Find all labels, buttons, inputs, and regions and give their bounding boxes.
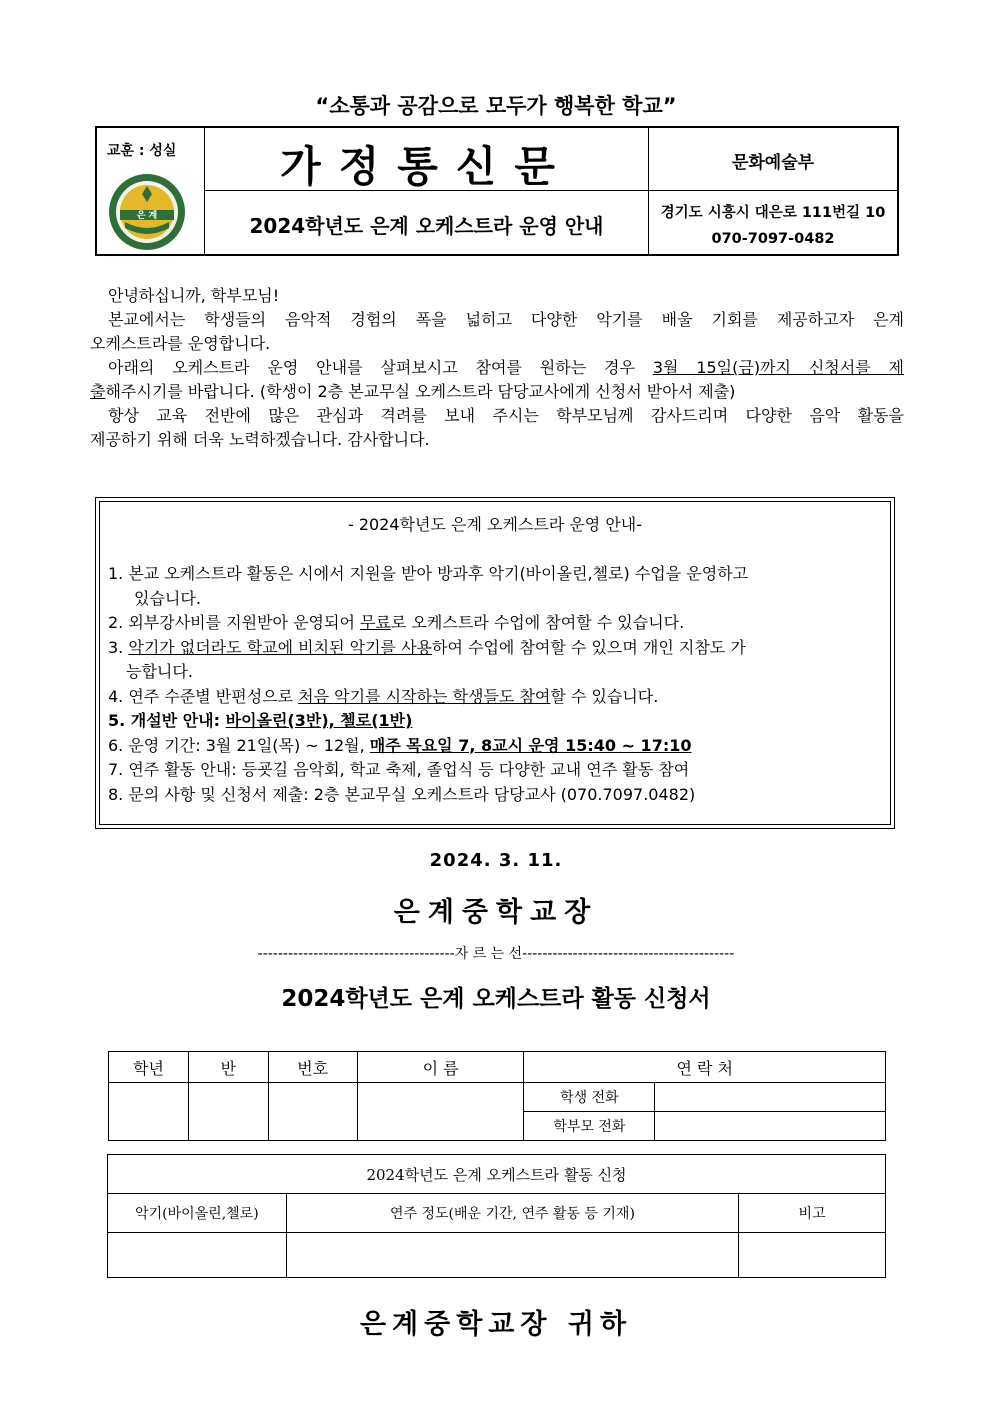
activity-application-table: [107, 1154, 886, 1278]
letter-deadline-underline-2: 출: [90, 382, 106, 401]
school-contact: [649, 200, 897, 252]
col-grade: 학년: [109, 1052, 189, 1083]
info-item-4: [108, 685, 882, 710]
letter-paragraph-3-cont: 제공하기 위해 더욱 노력하겠습니다. 감사합니다.: [90, 430, 430, 449]
info-item-4-text-2: 할 수 있습니다.: [550, 686, 659, 706]
class-field[interactable]: [188, 1083, 268, 1141]
table-row: [108, 1233, 886, 1278]
school-phone: 070-7097-0482: [711, 231, 835, 247]
letter-paragraph-1-cont: 오케스트라를 운영합니다.: [90, 334, 271, 353]
school-motto-banner: “소통과 공감으로 모두가 행복한 학교”: [315, 94, 677, 118]
header-divider: [205, 190, 648, 191]
info-list: [108, 562, 882, 807]
cut-label: 자 르 는 선: [454, 946, 523, 962]
col-class: 반: [188, 1052, 268, 1083]
header-center-cell: [205, 128, 649, 254]
info-item-2-text: 2. 외부강사비를 지원받아 운영되어: [108, 613, 360, 632]
info-item-2-text-2: 로 오케스트라 수업에 참여할 수 있습니다.: [390, 613, 685, 632]
info-item-2: [108, 611, 882, 636]
letter-paragraph-1: 본교에서는 학생들의 음악적 경험의 폭을 넓히고 다양한 악기를 배울 기회를 제공하고자 은계: [108, 310, 904, 329]
activity-section-title: 2024학년도 은계 오케스트라 활동 신청: [108, 1155, 886, 1194]
school-address: 경기도 시흥시 대은로 111번길 10: [660, 205, 886, 221]
col-contact: 연 락 처: [524, 1052, 886, 1083]
info-item-7: 7. 연주 활동 안내: 등굣길 음악회, 학교 축제, 졸업식 등 다양한 교내 연주 활동 참여: [108, 760, 690, 779]
info-free-underline: 무료: [360, 613, 391, 632]
orchestra-info-box: [95, 497, 895, 829]
application-title: 2024학년도 은계 오케스트라 활동 신청서: [281, 986, 711, 1012]
letter-paragraph-2: [90, 356, 904, 380]
newsletter-subtitle: 2024학년도 은계 오케스트라 운영 안내: [249, 214, 604, 238]
info-item-1-cont: 있습니다.: [134, 588, 201, 608]
name-field[interactable]: [357, 1083, 524, 1141]
info-item-3-num: 3.: [108, 637, 129, 657]
info-item-1: 1. 본교 오케스트라 활동은 시에서 지원을 받아 방과후 악기(바이올린,첼로) 수업을 운영하고: [108, 564, 749, 583]
table-row: [109, 1083, 886, 1112]
info-item-6-text: 6. 운영 기간: 3월 21일(목) ~ 12월,: [108, 735, 370, 755]
letter-greeting: 안녕하십니까, 학부모님!: [108, 286, 280, 305]
newsletter-header: [95, 126, 899, 256]
info-title: - 2024학년도 은계 오케스트라 운영 안내-: [347, 515, 643, 534]
info-item-5: [108, 709, 882, 734]
col-instrument: 악기(바이올린,첼로): [108, 1194, 287, 1233]
issue-date: 2024. 3. 11.: [429, 850, 563, 871]
number-field[interactable]: [268, 1083, 357, 1141]
info-item-3-text: 하여 수업에 참여할 수 있으며 개인 지참도 가: [432, 637, 746, 657]
letter-body: [90, 284, 904, 452]
grade-field[interactable]: [109, 1083, 189, 1141]
department-label: 문화예술부: [731, 153, 815, 173]
newsletter-title: 가정통신문: [280, 142, 573, 191]
letter-paragraph-2-cont: [90, 380, 904, 404]
col-number: 번호: [268, 1052, 357, 1083]
school-motto-label: 교훈 : 성실: [107, 143, 177, 159]
letter-paragraph-3: 항상 교육 전반에 많은 관심과 격려를 보내 주시는 학부모님께 감사드리며 다양한 음악 활동을: [108, 406, 904, 425]
info-item-3-cont: 능합니다.: [126, 662, 193, 681]
info-beginner-underline: 처음 악기를 시작하는 학생들도 참여: [298, 686, 551, 706]
instrument-field[interactable]: [108, 1233, 287, 1278]
info-item-3: [108, 636, 882, 661]
info-schedule-underline: 매주 목요일 7, 8교시 운영 15:40 ~ 17:10: [369, 735, 692, 755]
school-logo-icon: [107, 172, 187, 252]
student-info-table: [108, 1051, 886, 1141]
student-phone-field[interactable]: [655, 1083, 886, 1112]
level-field[interactable]: [286, 1233, 738, 1278]
info-classes-underline: 바이올린(3반), 첼로(1반): [225, 711, 413, 730]
orchestra-info-inner: [99, 501, 891, 825]
letter-deadline-underline: 3월 15일(금)까지 신청서를 제: [652, 358, 905, 377]
header-right-cell: [649, 128, 897, 254]
table-row: [109, 1052, 886, 1083]
info-item-8: 8. 문의 사항 및 신청서 제출: 2층 본교무실 오케스트라 담당교사 (070.7097.0482): [108, 784, 696, 804]
closing-addressee: 은계중학교장 귀하: [359, 1309, 633, 1340]
header-divider-right: [649, 190, 897, 191]
letter-p2-text-2: 해주시기를 바랍니다. (학생이 2층 본교무실 오케스트라 담당교사에게 신청서 받아서 제출): [105, 382, 736, 401]
letter-p2-text: 아래의 오케스트라 운영 안내를 살펴보시고 참여를 원하는 경우: [108, 358, 653, 377]
info-item-5-text: 5. 개설반 안내:: [108, 711, 226, 730]
logo-text: 은 계: [136, 211, 158, 221]
remarks-field[interactable]: [739, 1233, 886, 1278]
header-left-cell: [97, 128, 205, 254]
parent-phone-field[interactable]: [655, 1112, 886, 1141]
student-phone-label: 학생 전화: [524, 1083, 655, 1112]
info-instrument-underline: 악기가 없더라도 학교에 비치된 악기를 사용: [128, 637, 432, 657]
cut-dashes-right: ------------------------------------------: [522, 946, 735, 962]
table-row: [108, 1194, 886, 1233]
cut-line: [90, 943, 902, 963]
table-row: [108, 1155, 886, 1194]
info-item-6: [108, 734, 882, 759]
info-item-4-text: 4. 연주 수준별 반편성으로: [108, 686, 299, 706]
parent-phone-label: 학부모 전화: [524, 1112, 655, 1141]
col-level: 연주 정도(배운 기간, 연주 활동 등 기재): [286, 1194, 738, 1233]
col-remarks: 비고: [739, 1194, 886, 1233]
cut-dashes-left: ---------------------------------------: [257, 946, 455, 962]
principal-signature: 은계중학교장: [393, 897, 599, 928]
col-name: 이 름: [357, 1052, 524, 1083]
